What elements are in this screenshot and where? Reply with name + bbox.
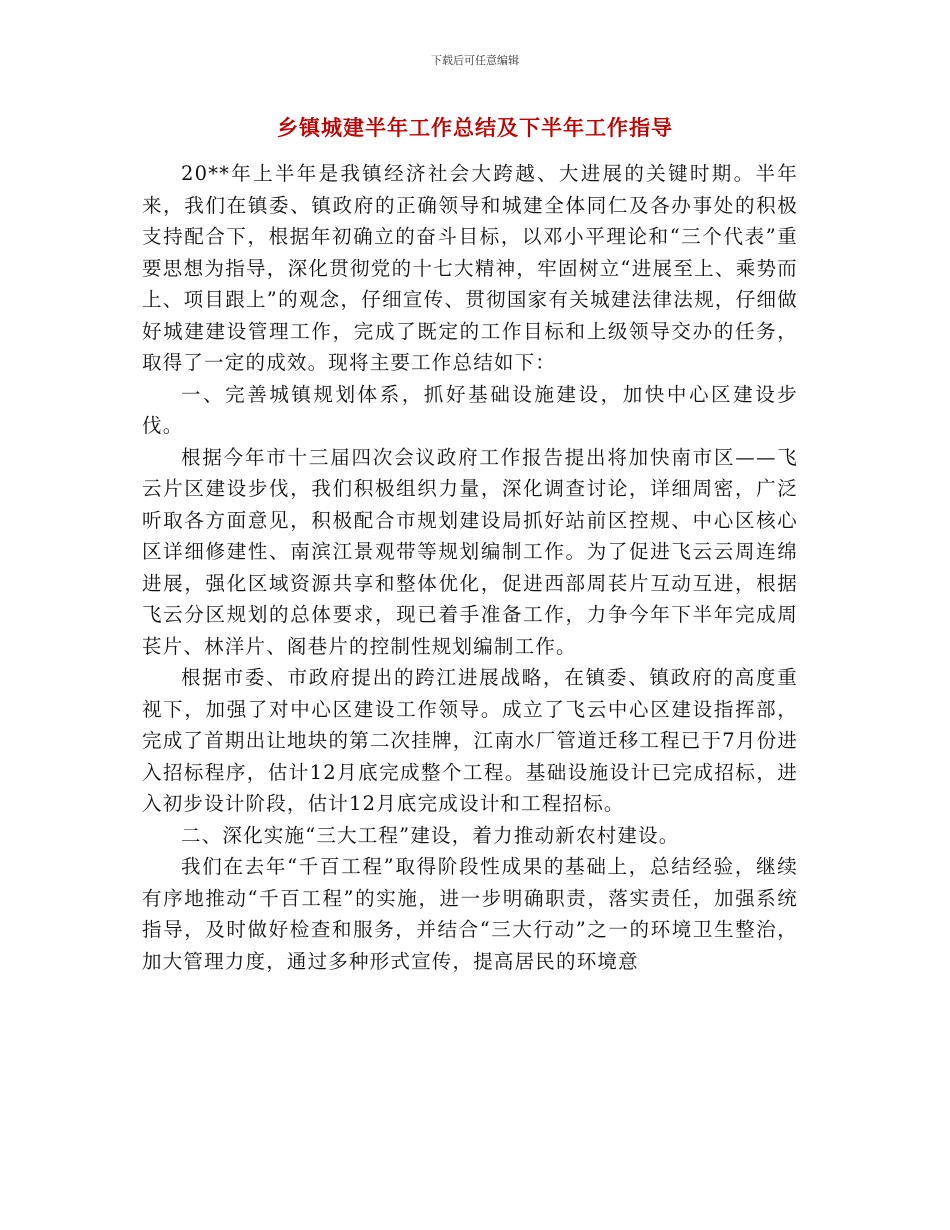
- paragraph-intro: 20**年上半年是我镇经济社会大跨越、大进展的关键时期。半年来，我们在镇委、镇政府的正确领导和城建全体同仁及各办事处的积极支持配合下，根据年初确立的奋斗目标，以邓小平理论和“三个代表”重要思想为指导，深化贯彻党的十七大精神，牢固树立“进展至上、乘势而上、项目跟上”的观念，仔细宣传、贯彻国家有关城建法律法规，仔细做好城建建设管理工作，完成了既定的工作目标和上级领导交办的任务，取得了一定的成效。现将主要工作总结如下：: [142, 162, 798, 374]
- paragraph-central-district: 根据市委、市政府提出的跨江进展战略，在镇委、镇政府的高度重视下，加强了对中心区建设工作领导。成立了飞云中心区建设指挥部，完成了首期出让地块的第二次挂牌，江南水厂管道迁移工程已于7月份进入招标程序，估计12月底完成整个工程。基础设施设计已完成招标，进入初步设计阶段，估计12月底完成设计和工程招标。: [142, 666, 798, 815]
- section-heading-1: 一、完善城镇规划体系，抓好基础设施建设，加快中心区建设步伐。: [142, 382, 798, 437]
- document-title: 乡镇城建半年工作总结及下半年工作指导: [277, 116, 673, 140]
- header-note: 下载后可任意编辑: [431, 54, 519, 67]
- paragraph-planning: 根据今年市十三届四次会议政府工作报告提出将加快南市区——飞云片区建设步伐，我们积极组织力量，深化调查讨论，详细周密，广泛听取各方面意见，积极配合市规划建设局抓好站前区控规、中心区核心区详细修建性、南滨江景观带等规划编制工作。为了促进飞云云周连绵进展，强化区域资源共享和整体优化，促进西部周苌片互动互进，根据飞云分区规划的总体要求，现已着手准备工作，力争今年下半年完成周苌片、林洋片、阁巷片的控制性规划编制工作。: [142, 445, 798, 658]
- paragraph-projects: 我们在去年“千百工程”取得阶段性成果的基础上，总结经验，继续有序地推动“千百工程”的实施，进一步明确职责，落实责任，加强系统指导，及时做好检查和服务，并结合“三大行动”之一的环境卫生整治，加大管理力度，通过多种形式宣传，提高居民的环境意: [142, 855, 798, 973]
- section-heading-2: 二、深化实施“三大工程”建设，着力推动新农村建设。: [181, 823, 680, 847]
- document-body: [142, 158, 798, 977]
